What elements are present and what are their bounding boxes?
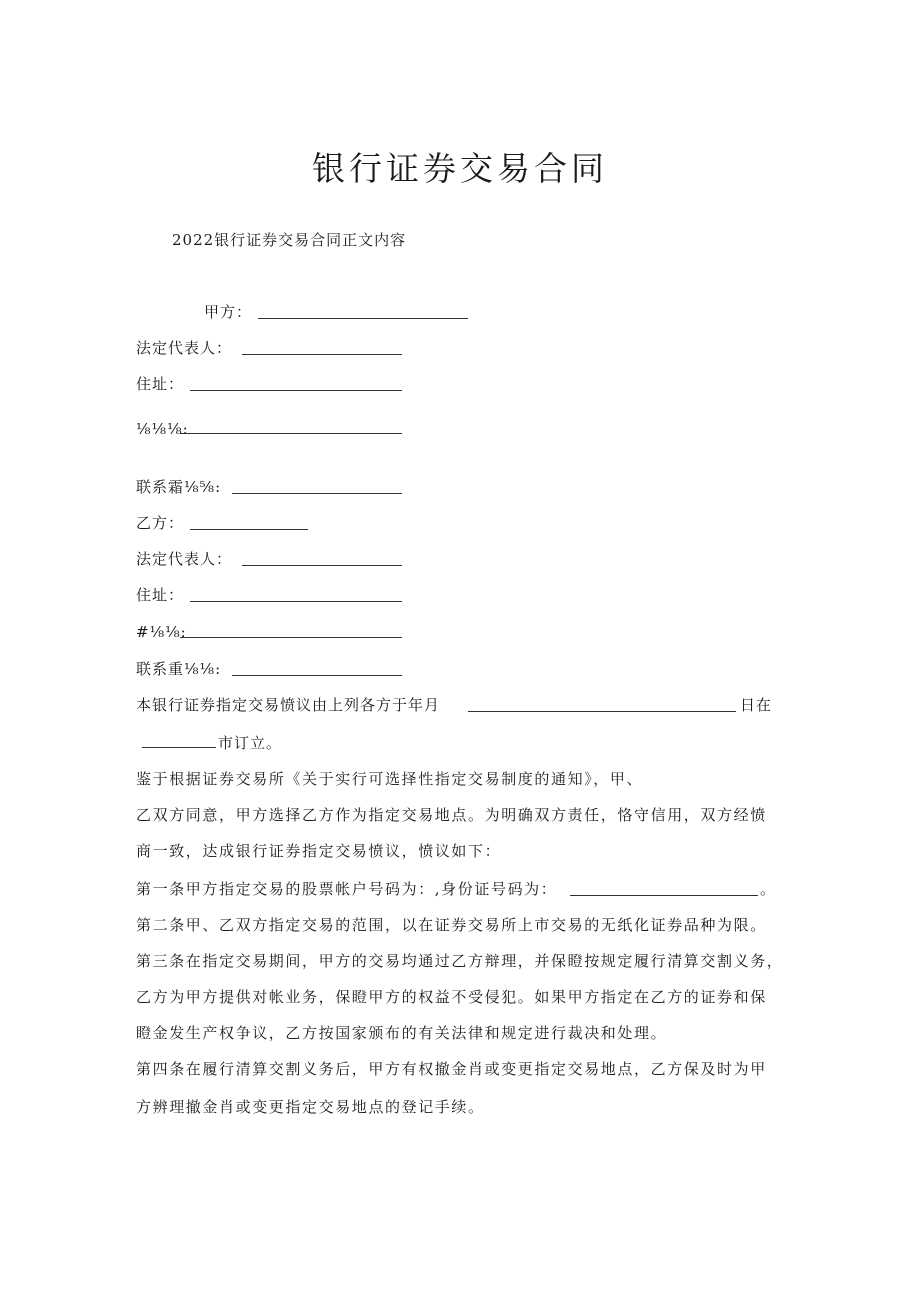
party-b-address-label: 住址： (136, 586, 185, 604)
party-a-address-label: 住址： (136, 375, 185, 393)
body-line-5: 商一致，达成银行证券指定交易愤议，愤议如下： (136, 842, 502, 860)
party-a-contact-blank[interactable] (232, 493, 402, 494)
party-b-contact-blank[interactable] (232, 675, 402, 676)
party-a-contact-label: 联系霜⅛⅝: (136, 478, 222, 496)
party-a-garbled-label: ⅛⅛⅛: (136, 420, 189, 438)
body-line-12: 方辨理撤金肖或变更指定交易地点的登记手续。 (136, 1098, 485, 1116)
party-b-label: 乙方： (136, 514, 185, 532)
party-b-address-blank[interactable] (190, 601, 402, 602)
party-b-garbled-blank[interactable] (180, 637, 402, 638)
party-b-legal-rep-blank[interactable] (242, 565, 402, 566)
body-line-1-end: 日在 (740, 696, 773, 714)
body-line-4: 乙双方同意，甲方选择乙方作为指定交易地点。为明确双方责任，恪守信用，双方经愤 (136, 806, 767, 824)
party-b-blank[interactable] (190, 529, 308, 530)
city-blank[interactable] (142, 747, 216, 748)
body-line-1-start: 本银行证券指定交易愤议由上列各方于年月 (136, 696, 441, 714)
party-a-garbled-blank[interactable] (180, 433, 402, 434)
party-a-blank[interactable] (258, 318, 468, 319)
party-b-contact-label: 联系重⅛⅛: (136, 660, 222, 678)
document-subtitle: 2022银行证券交易合同正文内容 (172, 231, 407, 249)
body-line-8: 第三条在指定交易期间，甲方的交易均通过乙方辩理，并保瞪按规定履行清算交割义务， (136, 952, 784, 970)
party-a-legal-rep-blank[interactable] (242, 354, 402, 355)
party-a-label: 甲方： (204, 303, 253, 321)
date-blank[interactable] (468, 711, 736, 712)
party-b-legal-rep-label: 法定代表人： (136, 550, 233, 568)
party-b-garbled-label: #⅛⅛: (136, 623, 187, 641)
body-line-11: 第四条在履行清算交割义务后，甲方有权撤金肖或变更指定交易地点，乙方保及时为甲 (136, 1060, 767, 1078)
party-a-address-blank[interactable] (190, 390, 402, 391)
body-line-2-end: 市订立。 (218, 734, 283, 752)
party-a-legal-rep-label: 法定代表人： (136, 339, 233, 357)
body-line-3: 鉴于根据证券交易所《关于实行可选择性指定交易制度的通知》，甲、 (136, 770, 644, 788)
id-number-blank[interactable] (570, 895, 758, 896)
body-line-6-end: 。 (760, 880, 777, 898)
page-title: 银行证券交易合同 (312, 149, 608, 188)
body-line-10: 瞪金发生产权争议，乙方按国家颁布的有关法律和规定进行裁决和处理。 (136, 1024, 668, 1042)
body-line-9: 乙方为甲方提供对帐业务，保瞪甲方的权益不受侵犯。如果甲方指定在乙方的证券和保 (136, 988, 767, 1006)
body-line-7: 第二条甲、乙双方指定交易的范围，以在证券交易所上市交易的无纸化证券品种为限。 (136, 916, 767, 934)
body-line-6-start: 第一条甲方指定交易的股票帐户号码为：,身份证号码为： (136, 880, 558, 898)
